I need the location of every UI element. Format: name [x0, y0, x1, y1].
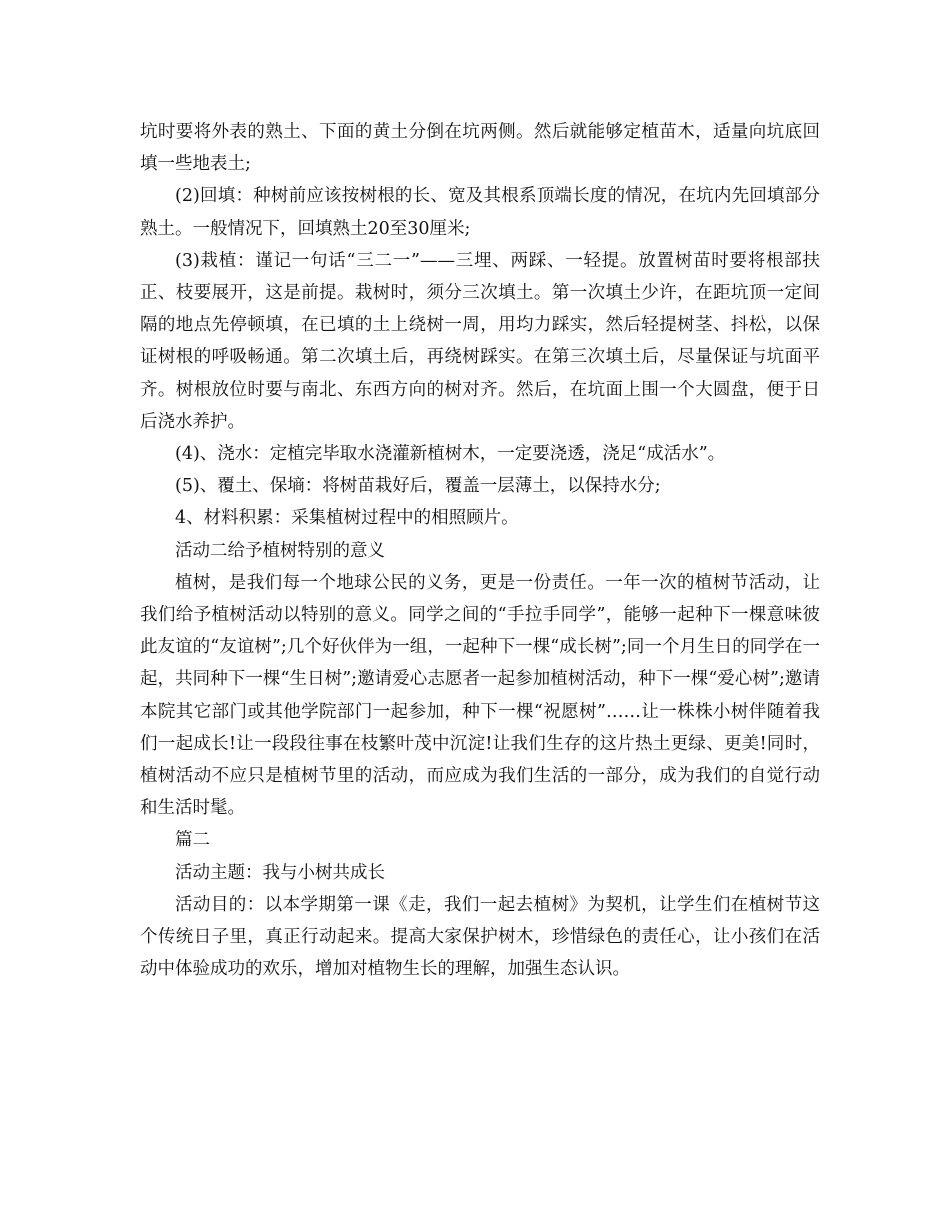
paragraph-special-meaning: 植树，是我们每一个地球公民的义务，更是一份责任。一年一次的植树节活动，让我们给予植树活动以特别的意义。同学之间的“手拉手同学”，能够一起种下一棵意味彼此友谊的“友谊树”;几个好伙伴为一组，一起种下一棵“成长树”;同一个月生日的同学在一起，共同种下一棵“生日树”;邀请爱心志愿者一起参加植树活动，种下一棵“爱心树”;邀请本院其它部门或其他学院部门一起参加，种下一棵“祝愿树”……让一株株小树伴随着我们一起成长!让一段段往事在枝繁叶茂中沉淀!让我们生存的这片热土更绿、更美!同时，植树活动不应只是植树节里的活动，而应成为我们生活的一部分，成为我们的自觉行动和生活时髦。: [140, 572, 820, 819]
paragraph-activity-purpose: 活动目的：以本学期第一课《走，我们一起去植树》为契机，让学生们在植树节这个传统日子里，真正行动起来。提高大家保护树木，珍惜绿色的责任心，让小孩们在活动中体验成功的欢乐，增加对植物生长的理解，加强生态认识。: [140, 894, 820, 980]
document-body: [140, 116, 820, 985]
paragraph-activity-theme: 活动主题：我与小树共成长: [175, 862, 385, 883]
paragraph-mulching: (5)、覆土、保墒：将树苗栽好后，覆盖一层薄土，以保持水分;: [175, 476, 661, 497]
paragraph-backfill: (2)回填：种树前应该按树根的长、宽及其根系顶端长度的情况，在坑内先回填部分熟土。一般情况下，回填熟土20至30厘米;: [140, 186, 820, 239]
section-heading-activity-two: 活动二给予植树特别的意义: [175, 540, 385, 561]
section-heading-part-two: 篇二: [175, 830, 210, 851]
paragraph-watering: (4)、浇水：定植完毕取水浇灌新植树木，一定要浇透，浇足“成活水”。: [175, 444, 726, 465]
paragraph-planting: (3)栽植：谨记一句话“三二一”——三埋、两踩、一轻提。放置树苗时要将根部扶正、枝要展开，这是前提。栽树时，须分三次填土。第一次填土少许，在距坑顶一定间隔的地点先停顿填，在已填的土上绕树一周，用均力踩实，然后轻提树茎、抖松，以保证树根的呼吸畅通。第二次填土后，再绕树踩实。在第三次填土后，尽量保证与坑面平齐。树根放位时要与南北、东西方向的树对齐。然后，在坑面上围一个大圆盘，便于日后浇水养护。: [140, 250, 820, 432]
paragraph-dig-pit-continued: 坑时要将外表的熟土、下面的黄土分倒在坑两侧。然后就能够定植苗木，适量向坑底回填一些地表土;: [140, 122, 820, 175]
paragraph-materials: 4、材料积累：采集植树过程中的相照顾片。: [175, 508, 519, 529]
